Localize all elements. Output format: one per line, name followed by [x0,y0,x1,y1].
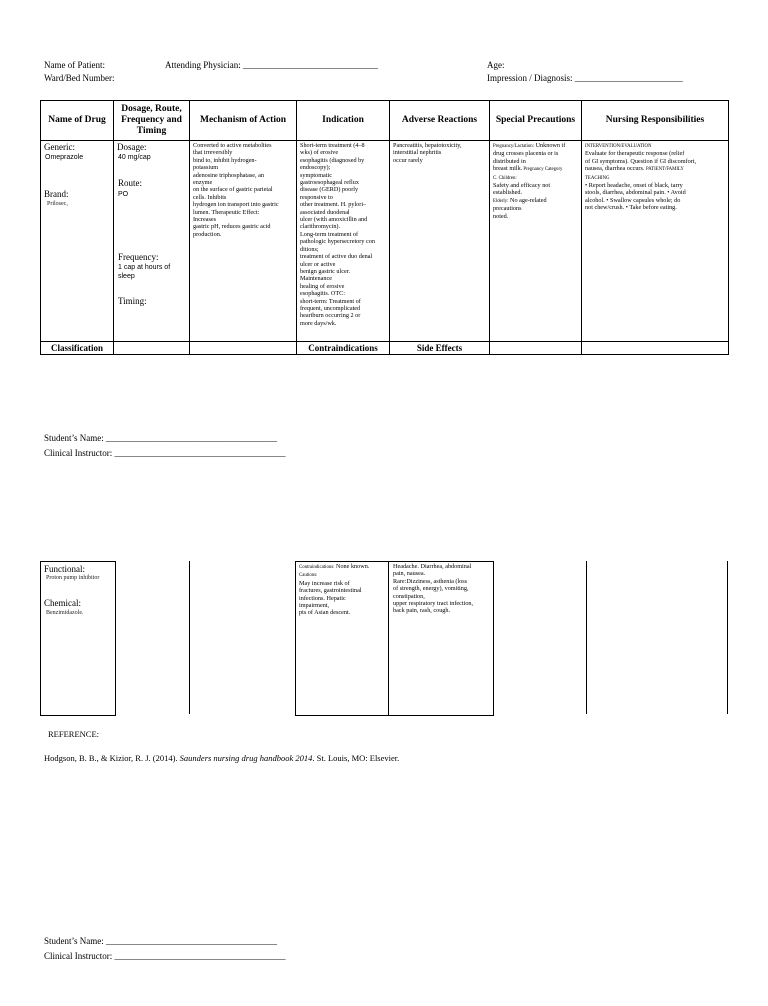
nursing-cell [582,141,729,342]
nursing-text [582,141,728,213]
adverse-cell [390,141,490,342]
attending-physician-label: Attending Physician: ______________________________ [165,60,378,70]
cautions-value: May increase risk of fractures, gastrointestinal infections. Hepatic impairment, pts of Asian descent. [299,579,362,617]
reference-citation [44,753,399,763]
intervention-label: INTERVENTION/EVALUATION [585,144,652,149]
mechanism-cell [190,141,297,342]
generic-value: Omeprazole [45,154,84,161]
elderly-label: Elderly: [493,198,509,204]
contra-value: None known. [336,563,370,570]
brand-value: Prilosec, [47,201,68,207]
functional-value: Proton pump inhibitor [46,575,100,581]
patient-name-label: Name of Patient: [44,60,105,70]
reference-label: REFERENCE: [48,729,100,739]
timing-label: Timing: [118,296,147,306]
contraindications-label: Contraindications [297,342,390,355]
pregnancy-label: Pregnancy/Lactation: [493,144,535,149]
reference-authors: Hodgson, B. B., & Kizior, R. J. (2014). [44,753,180,763]
header-adverse-reactions: Adverse Reactions [390,101,490,141]
age-label: Age: [487,60,505,70]
frequency-value: 1 cap at hours of sleep [118,264,171,280]
precautions-cell [490,141,582,342]
dosage-value: 40 mg/cap [118,154,151,161]
mechanism-text: Converted to active metabolites that irreversibly bind to, inhibit hydrogen- potassium adenosine triphosphatase, an enzyme on the surface of gastric parietal cells. Inhibits hydrogen ion transport into gastric lumen. Therapeutic Effect: Increases gastric pH, reduces gastric acid production. [193,142,279,238]
drug-name-cell [41,141,114,342]
column-divider [727,561,728,714]
column-divider [586,561,587,714]
brand-label: Brand: [44,189,69,199]
precautions-text [490,141,581,221]
drug-card-table [40,100,729,355]
header-special-precautions: Special Precautions [490,101,582,141]
teaching-label: PATIENT/FAMILY TEACHING [585,167,684,181]
route-label: Route: [118,178,142,188]
generic-label: Generic: [44,142,75,152]
side-effects-label: Side Effects [390,342,490,355]
contra-label: Contraindications: [299,565,335,570]
header-indication: Indication [297,101,390,141]
dosage-label: Dosage: [117,142,147,152]
contraindications-side-effects-box [295,561,494,716]
adverse-text: Pancreatitis, hepatotoxicity, interstitial nephritis occur rarely [393,142,462,164]
clinical-instructor-line: Clinical Instructor: ______________________________________ [44,448,286,458]
chemical-value: Benzimidazole. [46,610,84,616]
teaching-text: • Report headache, onset of black, tarry stools, diarrhea, abdominal pain. • Avoid alcohol. • Swallow capsules whole; do not chew/crush. • Take before eating. [585,182,686,212]
contraindications-text [296,562,390,618]
header-dosage-route: Dosage, Route, Frequency and Timing [114,101,190,141]
reference-rest: . St. Louis, MO: Elsevier. [312,753,400,763]
side-effects-text: Headache. Diarrhea, abdominal pain, nausea. Rare:Dizziness, asthenia (loss of strength, energy), vomiting, constipation, upper respiratory tract infection, back pain, rash, cough. [393,563,474,615]
chemical-label: Chemical: [44,598,81,608]
classification-box [40,561,116,716]
frequency-label: Frequency: [118,252,159,262]
route-value: PO [118,191,129,198]
cautions-label: Cautions: [299,573,318,579]
indication-cell [297,141,390,342]
category-label: Pregnancy Category C. Children: [493,167,563,181]
impression-diagnosis-label: Impression / Diagnosis: ________________________ [487,73,683,83]
intervention-text: Evaluate for therapeutic response (relief of GI symptoms). Question if GI discomfort, nausea, diarrhea occurs. [585,150,697,173]
clinical-instructor-line-bottom: Clinical Instructor: ______________________________________ [44,951,286,961]
column-divider [189,561,190,714]
header-mechanism: Mechanism of Action [190,101,297,141]
children-text: Safety and efficacy not established. [493,182,551,197]
ward-bed-label: Ward/Bed Number: [44,73,115,83]
elderly-text: No age-related precautions noted. [493,196,547,220]
classification-label: Classification [41,342,114,355]
header-nursing-responsibilities: Nursing Responsibilities [582,101,729,141]
pregnancy-text: Unknown if drug crosses placenta or is distributed in breast milk. [493,142,566,173]
functional-label: Functional: [44,564,85,574]
header-name-of-drug: Name of Drug [41,101,114,141]
student-name-line: Student’s Name: ______________________________________ [44,433,277,443]
reference-title: Saunders nursing drug handbook 2014 [179,753,313,763]
indication-text: Short-term treatment (4–8 wks) of erosive esophagitis (diagnosed by endoscopy); symptomatic gastroesophageal reflux disease (GERD) poorly responsive to other treatment. H. pylori– associated duodenal ulcer (with amoxicillin and clarithromycin). Long-term treatment of pathologic hypersecretory con ditions; treatment of active duo denal ulcer or active benign gastric ulcer. Maintenance healing of erosive esophagitis. OTC: short-term: Treatment of frequent, uncomplicated heartburn occurring 2 or more days/wk. [300,142,375,327]
student-name-line-bottom: Student’s Name: ______________________________________ [44,936,277,946]
dosing-cell [114,141,190,342]
